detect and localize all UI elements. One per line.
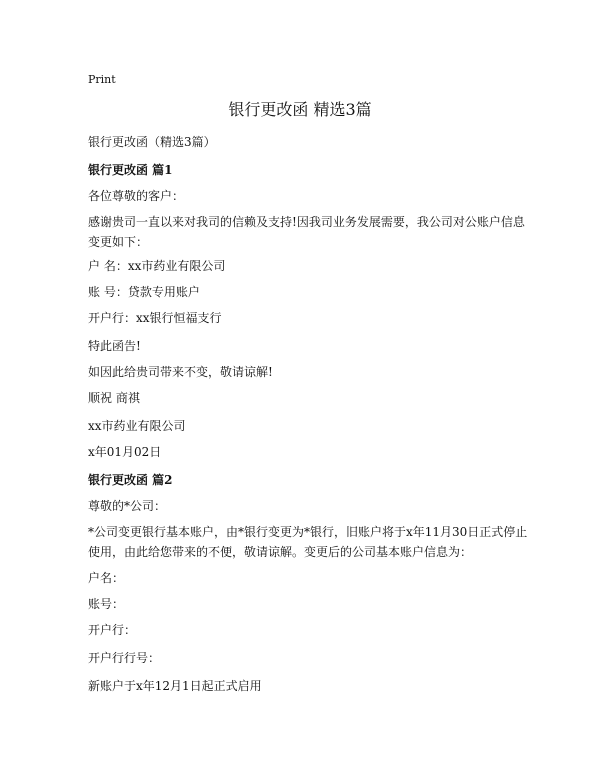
section2-heading: 银行更改函 篇2: [88, 473, 173, 487]
section2-account-name: 户名：: [88, 571, 125, 585]
intro-line: 银行更改函（精选3篇）: [88, 135, 216, 149]
section2-account-number: 账号：: [88, 597, 125, 611]
section1-heading: 银行更改函 篇1: [88, 163, 173, 177]
section1-wishes: 顺祝 商祺: [88, 391, 140, 405]
document-title: 银行更改函 精选3篇: [228, 100, 372, 119]
section1-bank: 开户行：xx银行恒福支行: [88, 311, 222, 325]
section2-greeting: 尊敬的*公司：: [88, 499, 167, 513]
section1-body: 感谢贵司一直以来对我司的信赖及支持!因我司业务发展需要，我公司对公账户信息变更如下：: [88, 215, 525, 249]
print-label: Print: [88, 73, 116, 86]
section1-signature: xx市药业有限公司: [88, 419, 186, 433]
section2-bank-code: 开户行行号：: [88, 651, 161, 665]
section2-effective-date: 新账户于x年12月1日起正式启用: [88, 679, 262, 693]
section1-notice: 特此函告!: [88, 339, 141, 353]
section2-body: *公司变更银行基本账户，由*银行变更为*银行，旧账户将于x年11月30日正式停止使用，由此给您带来的不便，敬请谅解。变更后的公司基本账户信息为：: [88, 525, 528, 559]
section1-greeting: 各位尊敬的客户：: [88, 189, 185, 203]
section2-bank: 开户行：: [88, 623, 137, 637]
section1-account-number: 账 号：贷款专用账户: [88, 285, 200, 299]
section1-date: x年01月02日: [88, 445, 162, 459]
section1-apology: 如因此给贵司带来不变，敬请谅解!: [88, 365, 273, 379]
section1-account-name: 户 名：xx市药业有限公司: [88, 259, 226, 273]
